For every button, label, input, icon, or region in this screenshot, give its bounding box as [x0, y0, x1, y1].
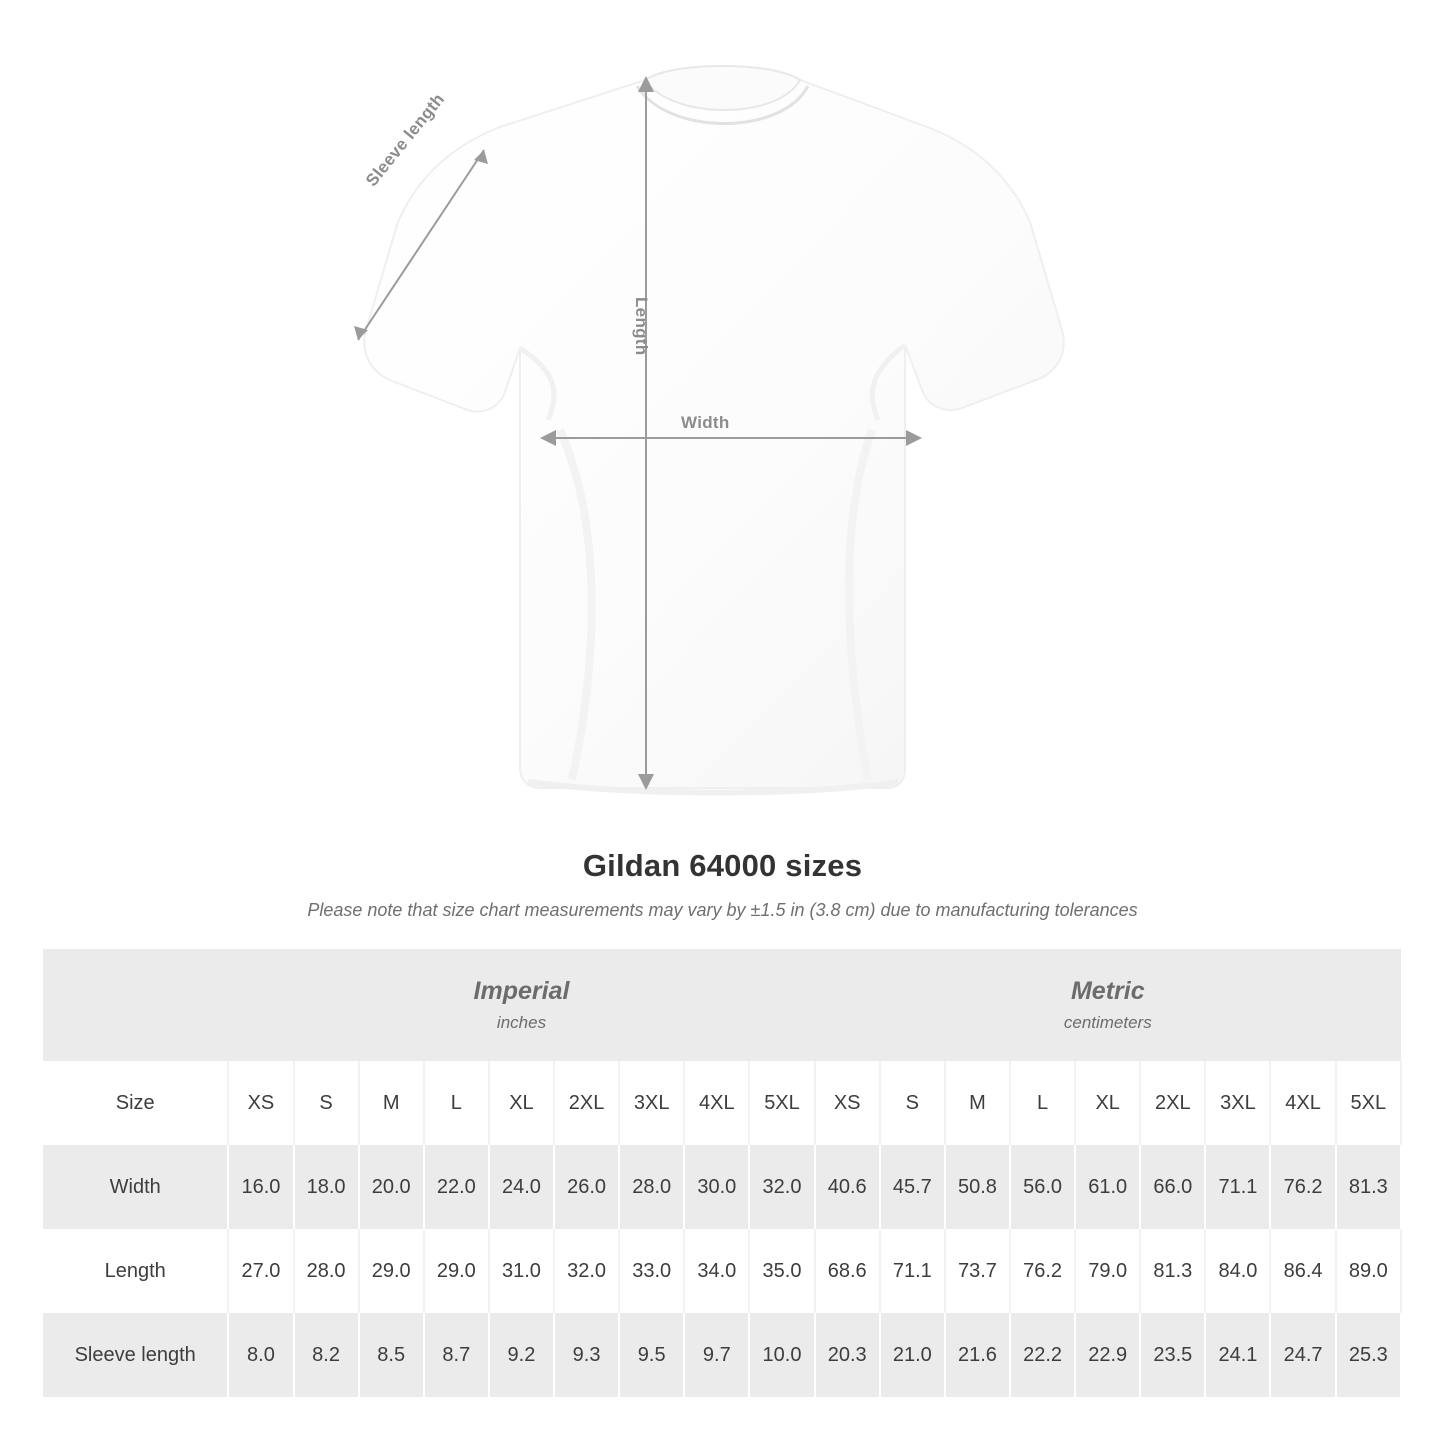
- cell: 76.2: [1270, 1145, 1335, 1229]
- unit-imperial-sub: inches: [496, 1013, 547, 1032]
- size-header-row: [43, 1061, 1401, 1145]
- cell: 22.2: [1010, 1313, 1075, 1397]
- size-chart: [43, 949, 1402, 1397]
- cell: 9.3: [554, 1313, 619, 1397]
- unit-metric-name: Metric: [1070, 977, 1145, 1005]
- cell: 21.0: [880, 1313, 945, 1397]
- cell: 33.0: [619, 1229, 684, 1313]
- row-label-width: Width: [43, 1145, 228, 1229]
- size-col-5xl-metric: 5XL: [1336, 1061, 1401, 1145]
- size-col-s-imperial: S: [294, 1061, 359, 1145]
- cell: 84.0: [1205, 1229, 1270, 1313]
- size-table: [43, 949, 1402, 1397]
- cell: 20.0: [359, 1145, 424, 1229]
- size-col-2xl-imperial: 2XL: [554, 1061, 619, 1145]
- cell: 86.4: [1270, 1229, 1335, 1313]
- cell: 8.5: [359, 1313, 424, 1397]
- size-col-xl-imperial: XL: [489, 1061, 554, 1145]
- cell: 24.7: [1270, 1313, 1335, 1397]
- cell: 32.0: [749, 1145, 814, 1229]
- cell: 9.5: [619, 1313, 684, 1397]
- cell: 9.7: [684, 1313, 749, 1397]
- cell: 61.0: [1075, 1145, 1140, 1229]
- unit-group-metric: [815, 949, 1401, 1061]
- size-col-3xl-metric: 3XL: [1205, 1061, 1270, 1145]
- cell: 18.0: [294, 1145, 359, 1229]
- size-col-2xl-metric: 2XL: [1140, 1061, 1205, 1145]
- size-col-l-imperial: L: [424, 1061, 489, 1145]
- cell: 22.9: [1075, 1313, 1140, 1397]
- unit-imperial-name: Imperial: [473, 977, 570, 1005]
- cell: 71.1: [1205, 1145, 1270, 1229]
- cell: 9.2: [489, 1313, 554, 1397]
- sleeve-length-label: Sleeve length: [362, 89, 449, 190]
- cell: 24.0: [489, 1145, 554, 1229]
- page-title: Gildan 64000 sizes: [582, 848, 863, 883]
- cell: 8.2: [294, 1313, 359, 1397]
- cell: 29.0: [424, 1229, 489, 1313]
- size-col-5xl-imperial: 5XL: [749, 1061, 814, 1145]
- cell: 76.2: [1010, 1229, 1075, 1313]
- cell: 21.6: [945, 1313, 1010, 1397]
- table-row: [43, 1145, 1401, 1229]
- cell: 22.0: [424, 1145, 489, 1229]
- cell: 32.0: [554, 1229, 619, 1313]
- cell: 29.0: [359, 1229, 424, 1313]
- cell: 31.0: [489, 1229, 554, 1313]
- cell: 81.3: [1336, 1145, 1401, 1229]
- cell: 23.5: [1140, 1313, 1205, 1397]
- cell: 40.6: [815, 1145, 880, 1229]
- cell: 89.0: [1336, 1229, 1401, 1313]
- cell: 56.0: [1010, 1145, 1075, 1229]
- size-col-4xl-metric: 4XL: [1270, 1061, 1335, 1145]
- unit-header-spacer: [43, 949, 228, 1061]
- size-col-xs-imperial: XS: [228, 1061, 293, 1145]
- measurement-note: Please note that size chart measurements may vary by ±1.5 in (3.8 cm) due to manufacturing tolerances: [307, 900, 1138, 920]
- size-col-m-metric: M: [945, 1061, 1010, 1145]
- size-col-4xl-imperial: 4XL: [684, 1061, 749, 1145]
- size-col-m-imperial: M: [359, 1061, 424, 1145]
- cell: 81.3: [1140, 1229, 1205, 1313]
- table-row: [43, 1313, 1401, 1397]
- cell: 35.0: [749, 1229, 814, 1313]
- size-col-xl-metric: XL: [1075, 1061, 1140, 1145]
- cell: 8.0: [228, 1313, 293, 1397]
- cell: 50.8: [945, 1145, 1010, 1229]
- cell: 79.0: [1075, 1229, 1140, 1313]
- cell: 68.6: [815, 1229, 880, 1313]
- size-header-label: Size: [43, 1061, 228, 1145]
- cell: 45.7: [880, 1145, 945, 1229]
- unit-metric-sub: centimeters: [1063, 1013, 1152, 1032]
- size-col-xs-metric: XS: [815, 1061, 880, 1145]
- row-label-sleeve-length: Sleeve length: [43, 1313, 228, 1397]
- cell: 25.3: [1336, 1313, 1401, 1397]
- size-col-s-metric: S: [880, 1061, 945, 1145]
- cell: 27.0: [228, 1229, 293, 1313]
- cell: 26.0: [554, 1145, 619, 1229]
- width-label: Width: [681, 413, 730, 432]
- row-label-length: Length: [43, 1229, 228, 1313]
- cell: 71.1: [880, 1229, 945, 1313]
- cell: 34.0: [684, 1229, 749, 1313]
- table-row: [43, 1229, 1401, 1313]
- cell: 73.7: [945, 1229, 1010, 1313]
- cell: 20.3: [815, 1313, 880, 1397]
- cell: 8.7: [424, 1313, 489, 1397]
- length-label: Length: [632, 297, 651, 356]
- unit-group-imperial: [228, 949, 814, 1061]
- cell: 30.0: [684, 1145, 749, 1229]
- cell: 16.0: [228, 1145, 293, 1229]
- size-col-3xl-imperial: 3XL: [619, 1061, 684, 1145]
- title-block: [0, 848, 1445, 921]
- cell: 10.0: [749, 1313, 814, 1397]
- cell: 28.0: [294, 1229, 359, 1313]
- unit-header-row: [43, 949, 1401, 1061]
- cell: 28.0: [619, 1145, 684, 1229]
- cell: 66.0: [1140, 1145, 1205, 1229]
- cell: 24.1: [1205, 1313, 1270, 1397]
- size-col-l-metric: L: [1010, 1061, 1075, 1145]
